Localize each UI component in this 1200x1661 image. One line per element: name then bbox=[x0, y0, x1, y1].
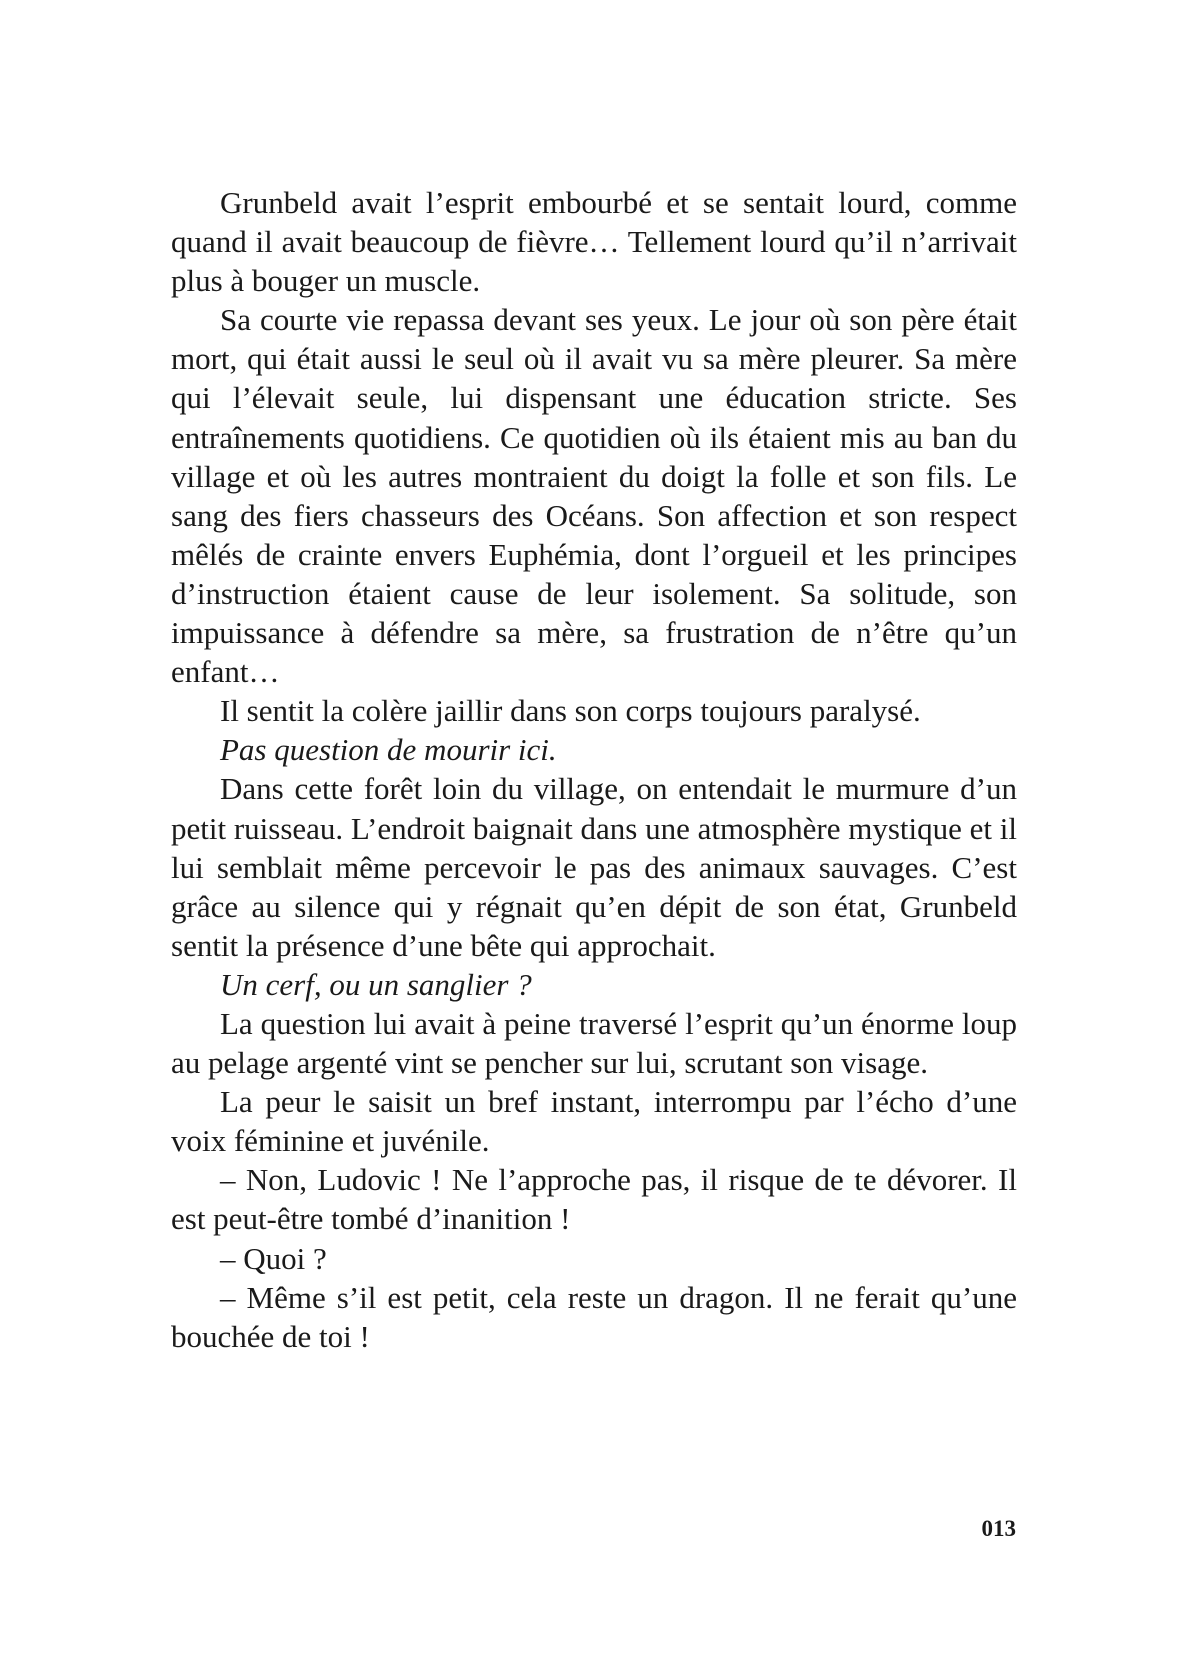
paragraph: Grunbeld avait l’esprit embourbé et se sentait lourd, comme quand il avait beaucoup de fièvre… Tellement lourd qu’il n’arrivait plus à bouger un muscle. bbox=[171, 185, 1017, 299]
italic-thought: Pas question de mourir ici. bbox=[220, 732, 557, 768]
paragraph: Sa courte vie repassa devant ses yeux. Le jour où son père était mort, qui était aussi le seul où il avait vu sa mère pleurer. Sa mère qui l’élevait seule, lui dispensant une éducation stricte. Ses entraînements quotidiens. Ce quotidien où ils étaient mis au ban du village et où les autres montraient du doigt la folle et son fils. Le sang des fiers chasseurs des Océans. Son affection et son respect mêlés de crainte envers Euphémia, dont l’orgueil et les principes d’instruction étaient cause de leur isolement. Sa solitude, son impuissance à défendre sa mère, sa frustration de n’être qu’un enfant… bbox=[171, 302, 1017, 690]
body-text bbox=[171, 183, 1017, 1356]
paragraph: Il sentit la colère jaillir dans son corps toujours paralysé. bbox=[220, 693, 921, 729]
dialogue-line: – Même s’il est petit, cela reste un dragon. Il ne ferait qu’une bouchée de toi ! bbox=[171, 1279, 1017, 1354]
dialogue-line: – Quoi ? bbox=[220, 1240, 327, 1276]
paragraph: La question lui avait à peine traversé l’esprit qu’un énorme loup au pelage argenté vint se pencher sur lui, scrutant son visage. bbox=[171, 1005, 1017, 1081]
page-number: 013 bbox=[981, 1516, 1016, 1541]
paragraph: Dans cette forêt loin du village, on entendait le murmure d’un petit ruisseau. L’endroit baignait dans une atmosphère mystique et il lui semblait même percevoir le pas des animaux sauvages. C’est grâce au silence qui y régnait qu’en dépit de son état, Grunbeld sentit la présence d’une bête qui approchait. bbox=[171, 771, 1017, 963]
paragraph: La peur le saisit un bref instant, interrompu par l’écho d’une voix féminine et juvénile. bbox=[171, 1084, 1017, 1159]
italic-thought: Un cerf, ou un sanglier ? bbox=[220, 966, 532, 1002]
dialogue-line: – Non, Ludovic ! Ne l’approche pas, il risque de te dévorer. Il est peut-être tombé d’inanition ! bbox=[171, 1162, 1017, 1237]
